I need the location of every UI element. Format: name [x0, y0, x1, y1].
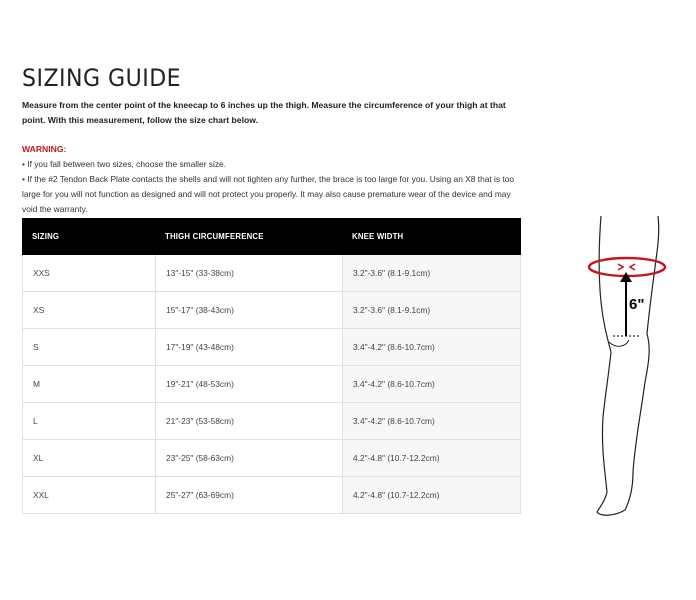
leg-measurement-diagram	[585, 212, 675, 522]
measurement-instructions: Measure from the center point of the kneecap to 6 inches up the thigh. Measure the circumference of your thigh at that point. With this measurement, follow the size chart below.	[22, 100, 506, 125]
header-thigh-circumference: THIGH CIRCUMFERENCE	[165, 232, 264, 241]
table-row	[22, 477, 521, 514]
ring-arrow-left	[618, 264, 623, 270]
table-row	[22, 366, 521, 403]
table-row	[22, 403, 521, 440]
warning-item: • If the #2 Tendon Back Plate contacts the shells and will not tighten any further, the brace is too large for you. Using an X8 that is too large for you will not function as designed and will not protect you properly. It may also cause premature wear of the device and may void the warranty.	[22, 174, 515, 214]
size-cell: XL	[23, 440, 156, 476]
knee-cell: 3.2"-3.6" (8.1-9.1cm)	[343, 292, 520, 328]
size-cell: XS	[23, 292, 156, 328]
knee-cell: 3.4"-4.2" (8.6-10.7cm)	[343, 366, 520, 402]
thigh-cell: 19"-21" (48-53cm)	[156, 366, 343, 402]
knee-cell: 4.2"-4.8" (10.7-12.2cm)	[343, 440, 520, 476]
page-title: SIZING GUIDE	[22, 64, 182, 92]
thigh-cell: 25"-27" (63-69cm)	[156, 477, 343, 513]
thigh-cell: 21"-23" (53-58cm)	[156, 403, 343, 439]
table-row	[22, 255, 521, 292]
header-sizing: SIZING	[32, 232, 60, 241]
table-row	[22, 329, 521, 366]
size-cell: S	[23, 329, 156, 365]
thigh-circumference-ring	[589, 258, 665, 276]
size-chart-table	[22, 218, 521, 514]
warning-item: • If you fall between two sizes, choose the smaller size.	[22, 159, 227, 169]
thigh-cell: 15"-17" (38-43cm)	[156, 292, 343, 328]
knee-cell: 4.2"-4.8" (10.7-12.2cm)	[343, 477, 520, 513]
table-row	[22, 292, 521, 329]
thigh-cell: 17"-19" (43-48cm)	[156, 329, 343, 365]
size-cell: L	[23, 403, 156, 439]
table-header	[22, 218, 521, 255]
warning-heading: WARNING:	[22, 144, 67, 154]
thigh-cell: 23"-25" (58-63cm)	[156, 440, 343, 476]
ring-arrow-right	[630, 264, 635, 270]
thigh-cell: 13"-15" (33-38cm)	[156, 255, 343, 291]
header-knee-width: KNEE WIDTH	[352, 232, 404, 241]
knee-cell: 3.4"-4.2" (8.6-10.7cm)	[343, 329, 520, 365]
size-cell: XXL	[23, 477, 156, 513]
table-row	[22, 440, 521, 477]
size-cell: M	[23, 366, 156, 402]
knee-cell: 3.2"-3.6" (8.1-9.1cm)	[343, 255, 520, 291]
measure-label: 6"	[629, 296, 645, 313]
knee-cell: 3.4"-4.2" (8.6-10.7cm)	[343, 403, 520, 439]
size-cell: XXS	[23, 255, 156, 291]
warning-list	[22, 157, 522, 217]
knee-contour	[609, 340, 629, 346]
